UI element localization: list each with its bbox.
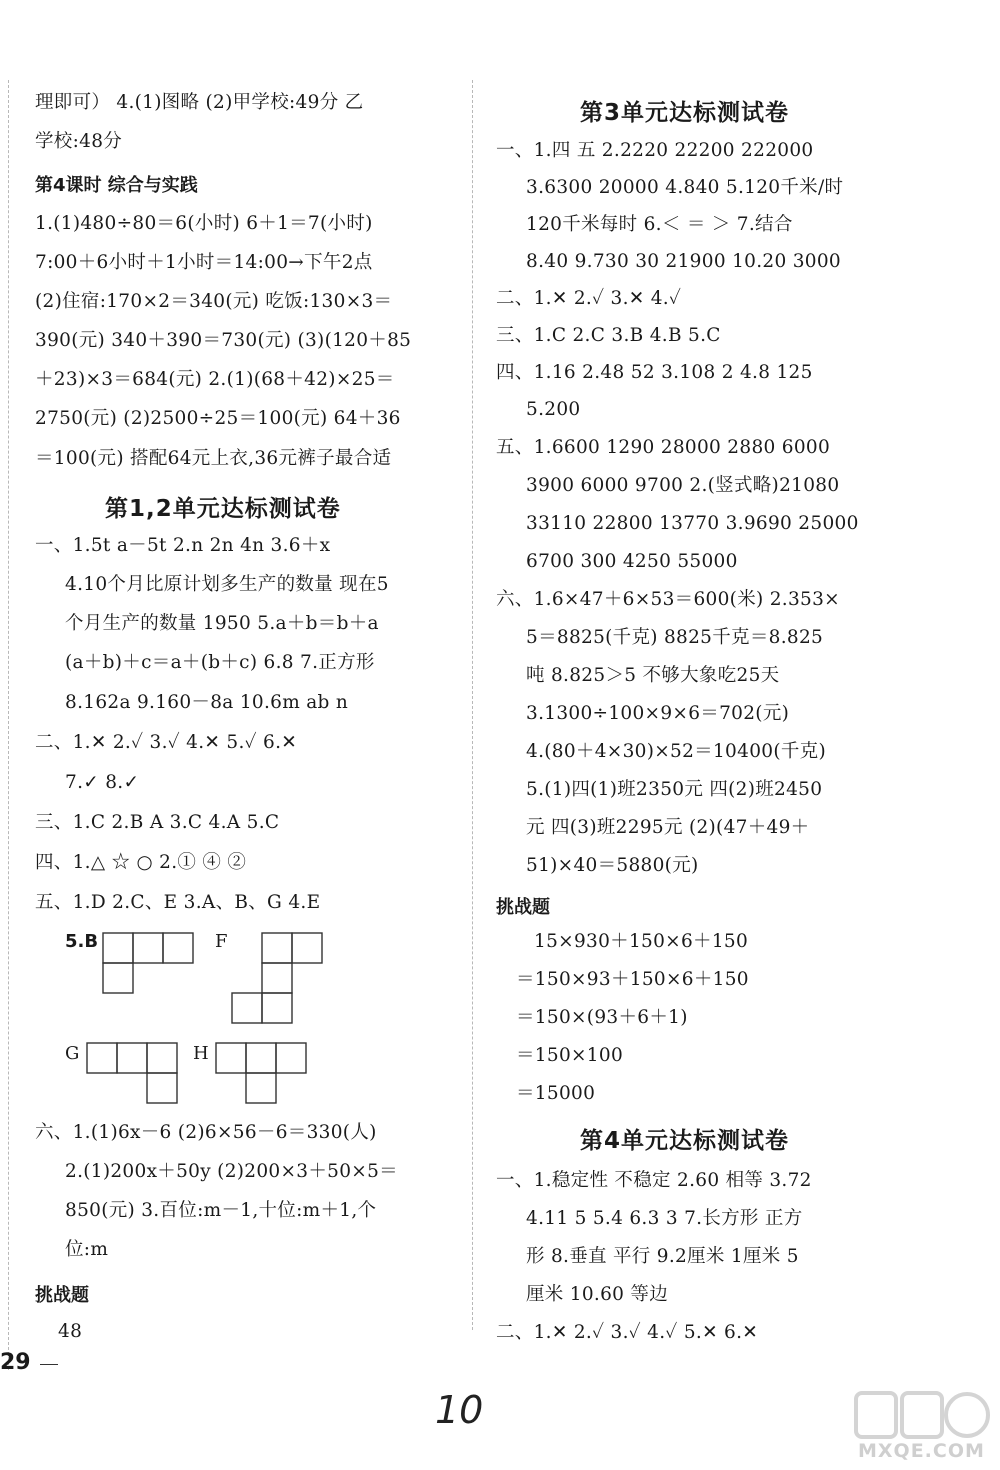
answer-line: (a＋b)＋c＝a＋(b＋c) 6.8 7.正方形 [65,652,375,673]
cube-net-h [216,1043,306,1105]
answer-line: 120千米每时 6.＜ ＝ ＞ 7.结合 [526,214,793,235]
column-divider-left [8,80,9,1370]
lesson-heading: 第4课时 综合与实践 [35,175,198,196]
answer-line: 元 四(3)班2295元 (2)(47＋49＋ [526,817,810,838]
answer-line: 二、1.✕ 2.✓ 3.✕ 4.✓ [496,288,682,309]
answer-line: 8.162a 9.160－8a 10.6m ab n [65,692,349,713]
answer-line: ＝100(元) 搭配64元上衣,36元裤子最合适 [35,448,392,469]
answer-line: ＝15000 [516,1083,596,1104]
answer-line: 二、1.✕ 2.✓ 3.✓ 4.✓ 5.✕ 6.✕ [496,1322,759,1343]
answer-line: 一、1.5t a－5t 2.n 2n 4n 3.6＋x [35,535,331,556]
answer-line: 850(元) 3.百位:m－1,十位:m＋1,个 [65,1200,377,1221]
challenge-heading: 挑战题 [35,1285,89,1306]
answer-line: 五、1.D 2.C、E 3.A、B、G 4.E [35,892,321,913]
answer-line: 5＝8825(千克) 8825千克＝8.825 [526,627,824,648]
answer-line: 5.200 [526,399,581,420]
answer-line: 4.(80＋4×30)×52＝10400(千克) [526,741,826,762]
answer-line: 学校:48分 [35,131,123,152]
net-label-b: 5.B [65,931,99,952]
answer-line: 五、1.6600 1290 28000 2880 6000 [496,437,831,458]
answer-line: 4.11 5 5.4 6.3 3 7.长方形 正方 [526,1208,803,1229]
answer-line: 位:m [65,1239,109,1260]
answer-line: 4.10个月比原计划多生产的数量 现在5 [65,574,389,595]
answer-line: ＝150×93＋150×6＋150 [516,969,749,990]
answer-line: 四、1.16 2.48 52 3.108 2 4.8 125 [496,362,813,383]
answer-line: 48 [58,1321,83,1342]
answer-line: 8.40 9.730 30 21900 10.20 3000 [526,251,841,272]
cube-net-g [87,1043,177,1105]
answer-line: ＝150×(93＋6＋1) [516,1007,688,1028]
answer-line: 二、1.✕ 2.✓ 3.✓ 4.✕ 5.✓ 6.✕ [35,732,298,753]
answer-line: 51)×40＝5880(元) [526,855,699,876]
net-label-h: H [193,1043,209,1064]
answer-line: 三、1.C 2.B A 3.C 4.A 5.C [35,812,280,833]
answer-line: (2)住宿:170×2＝340(元) 吃饭:130×3＝ [35,291,393,312]
answer-line: 2.(1)200x＋50y (2)200×3＋50×5＝ [65,1161,398,1182]
answer-line: 390(元) 340＋390＝730(元) (3)(120＋85 [35,330,412,351]
answer-line: 7:00＋6小时＋1小时＝14:00→下午2点 [35,252,373,273]
page-number: 29 [0,1350,31,1375]
answer-line: 吨 8.825＞5 不够大象吃25天 [526,665,780,686]
answer-line: 2750(元) (2)2500÷25＝100(元) 64＋36 [35,408,401,429]
answer-line: 3.1300÷100×9×6＝702(元) [526,703,790,724]
cube-net-f [232,933,322,1025]
answer-line: 六、1.6×47＋6×53＝600(米) 2.353× [496,589,840,610]
column-divider-center [472,80,473,1330]
answer-line: 33110 22800 13770 3.9690 25000 [526,513,859,534]
answer-line: 三、1.C 2.C 3.B 4.B 5.C [496,325,721,346]
answer-line: 7.✓ 8.✓ [65,772,140,793]
cube-net-b [103,933,193,995]
answer-line: ＝150×100 [516,1045,624,1066]
answer-line: 3900 6000 9700 2.(竖式略)21080 [526,475,840,496]
answer-line: 个月生产的数量 1950 5.a＋b＝b＋a [65,613,379,634]
answer-line: 15×930＋150×6＋150 [534,931,749,952]
unit-3-heading: 第3单元达标测试卷 [580,100,790,126]
answer-line: 四、1.△ ☆ ○ 2.① ④ ② [35,852,247,873]
answer-line: 一、1.稳定性 不稳定 2.60 相等 3.72 [496,1170,812,1191]
unit-1-2-heading: 第1,2单元达标测试卷 [105,496,341,522]
net-label-g: G [65,1043,80,1064]
page-number-dash [40,1364,58,1365]
net-label-f: F [215,931,228,952]
watermark-text: MXQE.COM [858,1440,985,1462]
answer-line: 一、1.四 五 2.2220 22200 222000 [496,140,814,161]
unit-4-heading: 第4单元达标测试卷 [580,1128,790,1154]
answer-line: ＋23)×3＝684(元) 2.(1)(68＋42)×25＝ [35,369,395,390]
answer-line: 6700 300 4250 55000 [526,551,738,572]
handwritten-note: 10 [435,1388,484,1432]
answer-line: 厘米 10.60 等边 [526,1284,669,1305]
answer-line: 3.6300 20000 4.840 5.120千米/时 [526,177,844,198]
challenge-heading: 挑战题 [496,897,550,918]
answer-line: 1.(1)480÷80＝6(小时) 6＋1＝7(小时) [35,213,373,234]
answer-line: 形 8.垂直 平行 9.2厘米 1厘米 5 [526,1246,799,1267]
answer-line: 六、1.(1)6x－6 (2)6×56－6＝330(人) [35,1122,377,1143]
answer-line: 5.(1)四(1)班2350元 四(2)班2450 [526,779,823,800]
answer-line: 理即可） 4.(1)图略 (2)甲学校:49分 乙 [35,92,364,113]
